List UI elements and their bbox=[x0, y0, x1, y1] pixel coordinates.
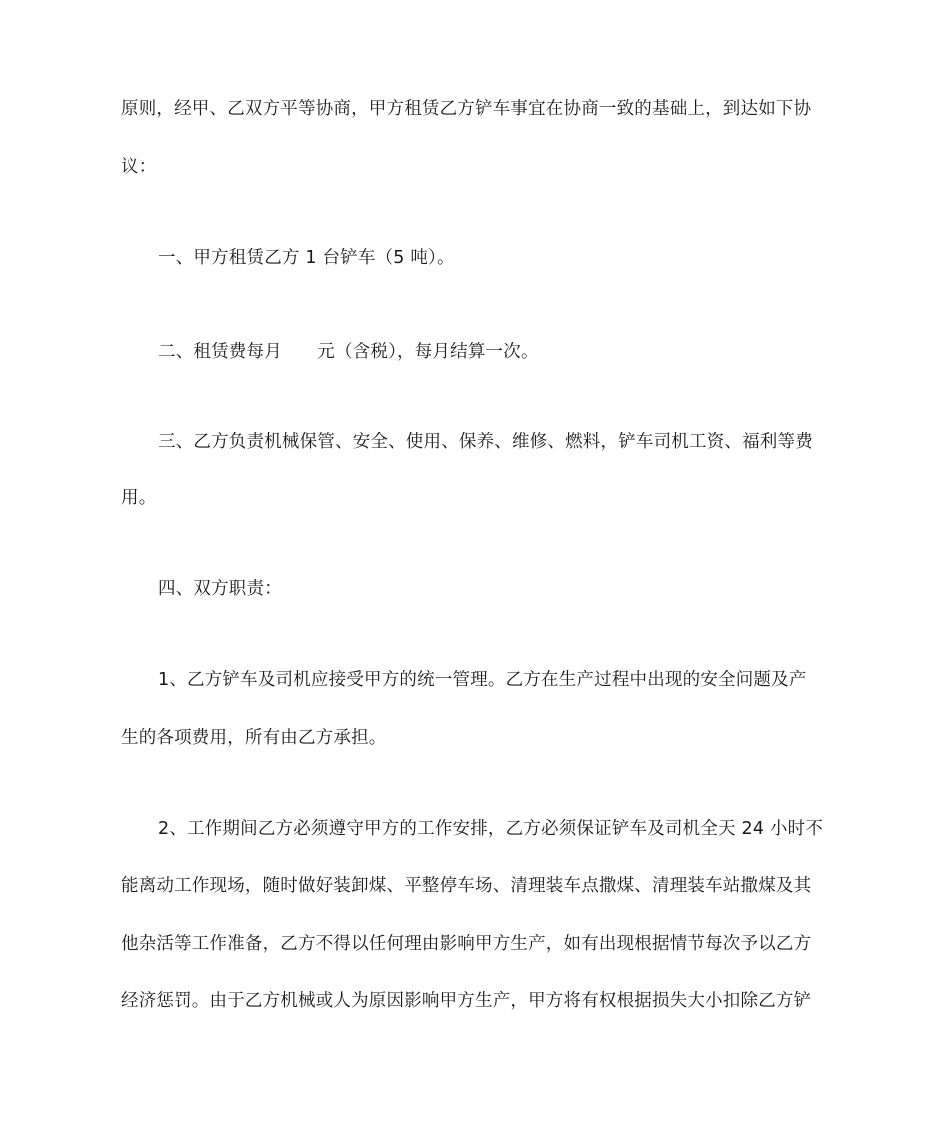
paragraph-intro-line-2: 议： bbox=[121, 157, 157, 177]
clause-1: 一、甲方租赁乙方 1 台铲车（5 吨）。 bbox=[158, 248, 455, 268]
paragraph-intro-line-1: 原则，经甲、乙双方平等协商，甲方租赁乙方铲车事宜在协商一致的基础上，到达如下协 bbox=[121, 99, 812, 119]
clause-2: 二、租赁费每月 元（含税），每月结算一次。 bbox=[158, 342, 539, 362]
clause-3-line-1: 三、乙方负责机械保管、安全、使用、保养、维修、燃料，铲车司机工资、福利等费 bbox=[158, 432, 813, 452]
duty-2-line-1: 2、工作期间乙方必须遵守甲方的工作安排，乙方必须保证铲车及司机全天 24 小时不 bbox=[158, 819, 824, 839]
clause-3-line-2: 用。 bbox=[121, 488, 157, 508]
duty-2-line-4: 经济惩罚。由于乙方机械或人为原因影响甲方生产，甲方将有权根据损失大小扣除乙方铲 bbox=[121, 991, 812, 1011]
duty-1-line-2: 生的各项费用，所有由乙方承担。 bbox=[121, 728, 387, 748]
clause-4-heading: 四、双方职责： bbox=[158, 579, 282, 599]
duty-1-line-1: 1、乙方铲车及司机应接受甲方的统一管理。乙方在生产过程中出现的安全问题及产 bbox=[158, 670, 807, 690]
duty-2-line-3: 他杂活等工作准备，乙方不得以任何理由影响甲方生产，如有出现根据情节每次予以乙方 bbox=[121, 934, 812, 954]
duty-2-line-2: 能离动工作现场，随时做好装卸煤、平整停车场、清理装车点撒煤、清理装车站撒煤及其 bbox=[121, 876, 812, 896]
